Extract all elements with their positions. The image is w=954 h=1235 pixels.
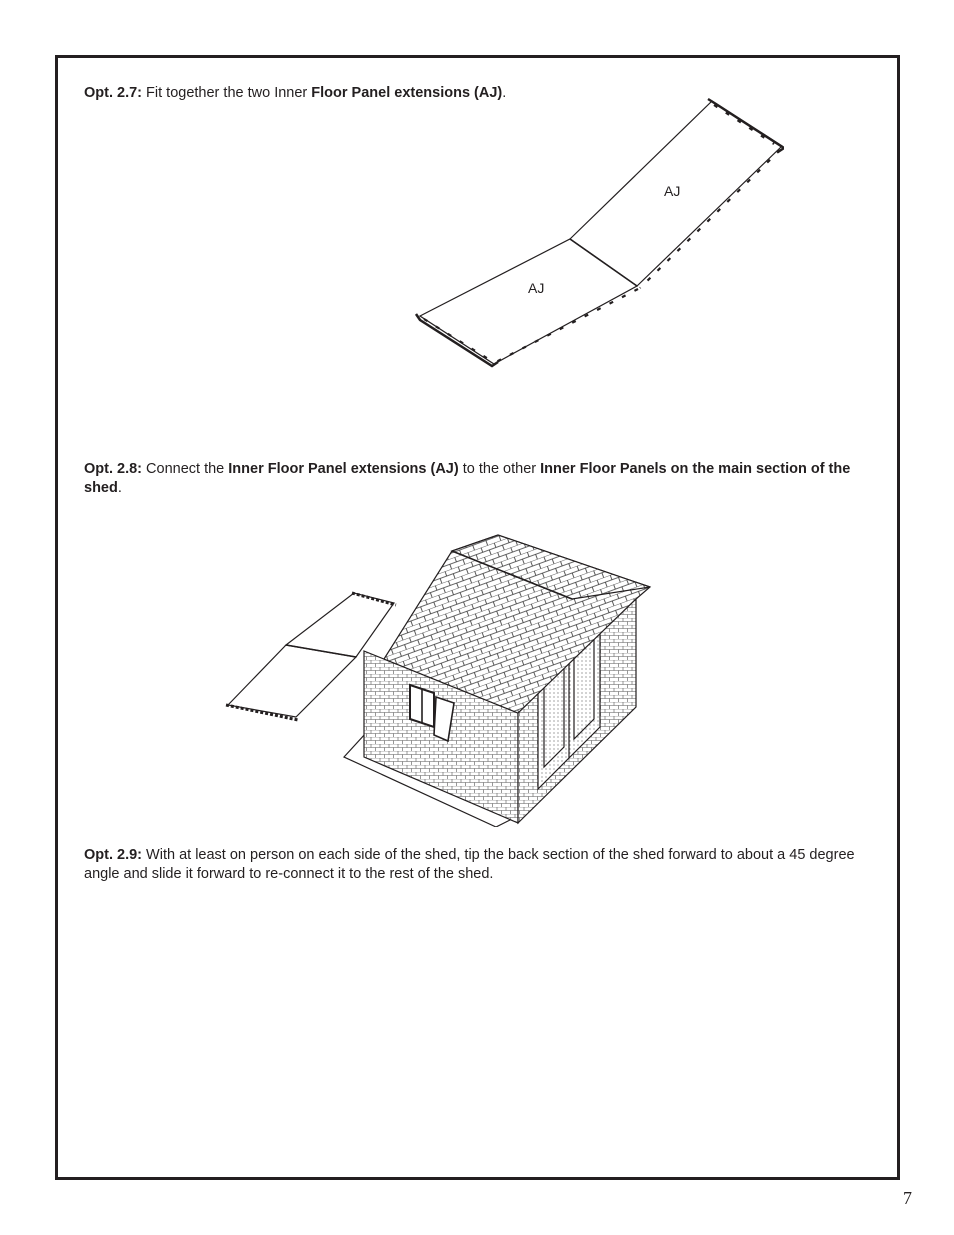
- step-text: With at least on person on each side of the shed, tip the back section of the shed forward to about a 45 degree angle and slide it forward to re-connect it to the rest of the shed.: [84, 847, 855, 882]
- step-text: .: [502, 85, 507, 101]
- step-part-name: Inner Floor Panel extensions (AJ): [228, 461, 459, 477]
- step-part-name: Floor Panel extensions (AJ): [311, 85, 503, 101]
- step-2-8: [84, 460, 874, 498]
- label-aj-upper: AJ: [664, 183, 681, 199]
- step-label: Opt. 2.8:: [84, 461, 143, 477]
- step-part-name: Inner Floor Panels on the main section of the shed: [84, 461, 851, 496]
- step-text: Connect the: [142, 461, 229, 477]
- label-aj-lower: AJ: [528, 280, 545, 296]
- shed-with-floor-extensions-figure: [216, 527, 652, 827]
- step-text: Fit together the two Inner: [142, 85, 312, 101]
- step-text: to the other: [458, 461, 541, 477]
- floor-panel-extensions-figure: [412, 96, 784, 368]
- step-label: Opt. 2.7:: [84, 85, 143, 101]
- step-2-9: [84, 846, 874, 884]
- page-number: 7: [903, 1188, 912, 1208]
- step-text: .: [117, 480, 122, 496]
- step-label: Opt. 2.9:: [84, 847, 143, 863]
